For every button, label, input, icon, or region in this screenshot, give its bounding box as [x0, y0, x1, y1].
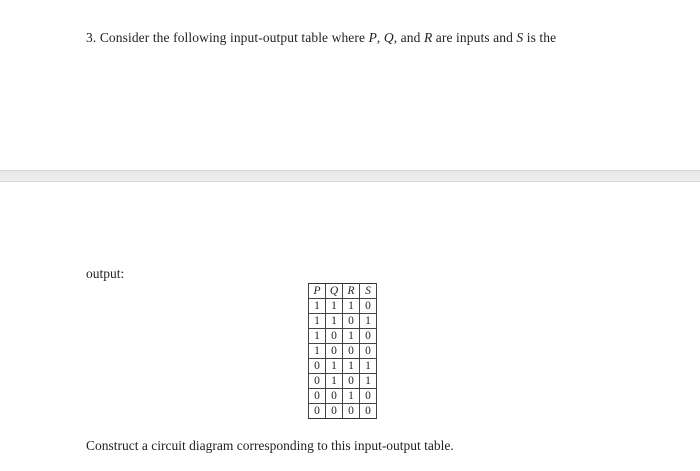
header-s: S [360, 284, 377, 299]
table-row [309, 344, 377, 359]
table-cell: 1 [326, 299, 343, 314]
table-cell: 1 [326, 374, 343, 389]
table-cell: 0 [343, 404, 360, 419]
table-row [309, 329, 377, 344]
table-row [309, 374, 377, 389]
table-cell: 0 [360, 344, 377, 359]
table-cell: 0 [309, 404, 326, 419]
question-text-part: is the [523, 30, 557, 45]
page-top [0, 0, 700, 171]
table-cell: 0 [360, 389, 377, 404]
table-cell: 1 [326, 314, 343, 329]
table-cell: 0 [360, 299, 377, 314]
variable-p: P [368, 30, 377, 45]
table-cell: 0 [326, 329, 343, 344]
table-cell: 0 [343, 344, 360, 359]
table-cell: 1 [360, 314, 377, 329]
variable-r: R [423, 30, 433, 45]
page-gap [0, 171, 700, 181]
table-cell: 0 [326, 404, 343, 419]
header-p: P [309, 284, 326, 299]
table-row [309, 404, 377, 419]
continuation-text: output: [86, 266, 125, 281]
truth-table-header-row [309, 284, 377, 299]
question-text-part: , and [393, 30, 424, 45]
table-cell: 1 [360, 374, 377, 389]
table-cell: 0 [343, 314, 360, 329]
question-number: 3. [86, 30, 97, 45]
header-q: Q [326, 284, 343, 299]
table-cell: 1 [343, 359, 360, 374]
table-cell: 0 [343, 374, 360, 389]
table-cell: 0 [326, 344, 343, 359]
page-bottom [0, 181, 700, 471]
table-row [309, 314, 377, 329]
table-row [309, 299, 377, 314]
table-cell: 0 [309, 359, 326, 374]
table-cell: 0 [326, 389, 343, 404]
instruction-text: Construct a circuit diagram corresponding to this input-output table. [86, 438, 454, 453]
question-text [86, 30, 556, 46]
table-cell: 0 [360, 329, 377, 344]
table-cell: 1 [343, 299, 360, 314]
table-cell: 1 [309, 329, 326, 344]
table-cell: 1 [309, 299, 326, 314]
table-cell: 1 [309, 344, 326, 359]
variable-q: Q [383, 30, 394, 45]
question-text-part: are inputs and [432, 30, 517, 45]
variable-s: S [516, 30, 524, 45]
table-row [309, 359, 377, 374]
table-cell: 1 [309, 314, 326, 329]
table-cell: 1 [343, 389, 360, 404]
question-text-part: Consider the following input-output table where [99, 30, 369, 45]
table-cell: 1 [326, 359, 343, 374]
truth-table [308, 283, 377, 419]
table-cell: 1 [360, 359, 377, 374]
table-cell: 0 [309, 374, 326, 389]
table-cell: 1 [343, 329, 360, 344]
table-cell: 0 [360, 404, 377, 419]
question-text-part: , [376, 30, 384, 45]
table-cell: 0 [309, 389, 326, 404]
header-r: R [343, 284, 360, 299]
table-row [309, 389, 377, 404]
